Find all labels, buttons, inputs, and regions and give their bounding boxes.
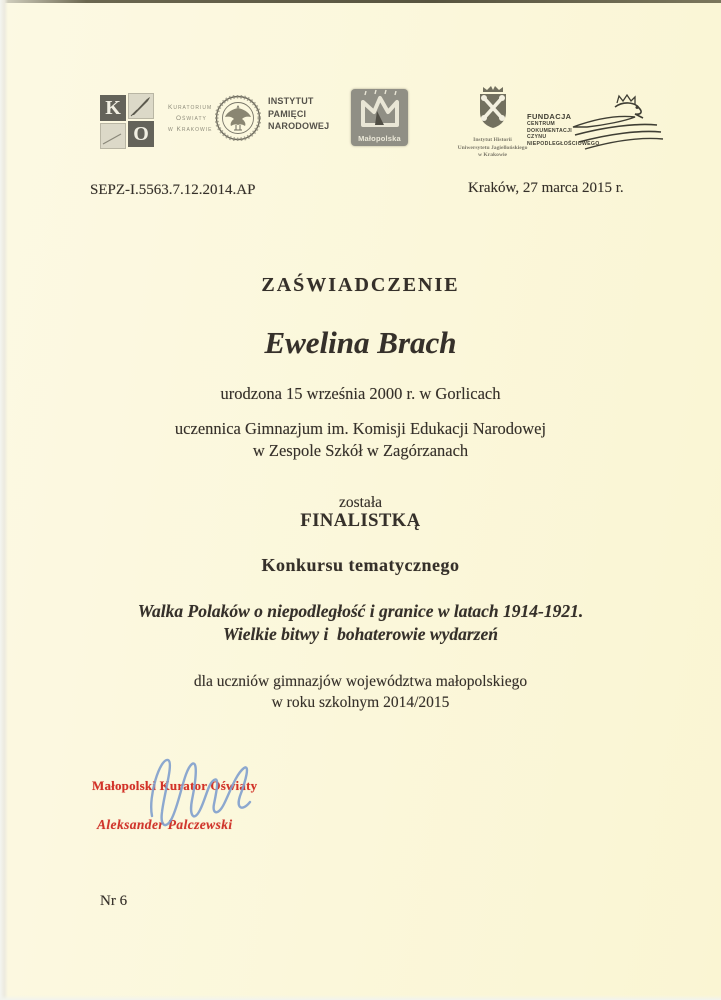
malopolska-logo [351, 89, 408, 146]
ipn-caption [268, 95, 329, 133]
certificate-number: Nr 6 [100, 893, 128, 909]
ipn-seal-icon [215, 95, 261, 141]
ipn-caption-line: INSTYTUT [268, 96, 314, 106]
uj-caption-line: Instytut Historii [473, 137, 512, 143]
document-title: ZAŚWIADCZENIE [261, 274, 460, 296]
fundacja-eagle-icon [565, 93, 677, 155]
uj-caption-line: w Krakowie [477, 152, 508, 158]
kuratorium-caption-line: Oświaty [176, 115, 207, 122]
fundacja-caption-line: DOKUMENTACJI [527, 127, 573, 134]
ipn-caption-line: PAMIĘCI [268, 108, 307, 119]
stamp-signatory-name: Aleksander Palczewski [97, 817, 233, 832]
fundacja-caption-line: FUNDACJA [527, 112, 572, 121]
kuratorium-letter-k: K [100, 95, 126, 121]
fundacja-logo [527, 99, 677, 157]
ipn-caption-line: NARODOWEJ [268, 121, 330, 131]
malopolska-label: Małopolska [358, 134, 401, 143]
handwritten-signature [138, 746, 278, 841]
kuratorium-caption-line: Kuratorium [168, 104, 213, 111]
recipient-name: Ewelina Brach [264, 325, 457, 360]
diagonal-square-icon [100, 123, 126, 149]
reference-number: SEPZ-I.5563.7.12.2014.AP [90, 182, 256, 198]
contest-label: Konkursu tematycznego [261, 555, 460, 575]
fundacja-caption-line: NIEPODLEGŁOŚCIOWEGO [527, 140, 600, 147]
became-word: została [338, 494, 383, 511]
birth-line: urodzona 15 września 2000 r. w Gorlicach [220, 384, 501, 403]
school-line: w Zespole Szkół w Zagórzanach [252, 441, 469, 460]
kuratorium-caption-line: w Krakowie [168, 126, 213, 133]
award-title: FINALISTKĄ [300, 511, 421, 531]
contest-title-line: Walka Polaków o niepodległość i granice w latach 1914-1921. [137, 601, 584, 621]
scan-edge-top [0, 0, 721, 3]
uj-shield-icon [470, 84, 516, 130]
kuratorium-logo [100, 93, 157, 150]
fundacja-caption-line: CENTRUM [527, 121, 556, 127]
audience-line: w roku szkolnym 2014/2015 [271, 694, 450, 711]
scan-edge-bottom [0, 995, 721, 1000]
uj-caption-line: Uniwersytetu Jagiellońskiego [457, 144, 528, 151]
fundacja-caption-line: CZYNU [527, 134, 547, 141]
audience-line: dla uczniów gimnazjów województwa małopolskiego [193, 673, 528, 690]
quill-icon [128, 93, 154, 119]
school-line: uczennica Gimnazjum im. Komisji Edukacji Narodowej [174, 419, 547, 438]
stamp-office-title: Małopolski Kurator Oświaty [92, 778, 258, 793]
contest-title-line: Wielkie bitwy i bohaterowie wydarzeń [223, 624, 498, 644]
kuratorium-caption [168, 102, 212, 135]
place-and-date: Kraków, 27 marca 2015 r. [468, 180, 624, 196]
kuratorium-letter-o: O [128, 121, 154, 147]
malopolska-crown-icon [351, 89, 408, 133]
